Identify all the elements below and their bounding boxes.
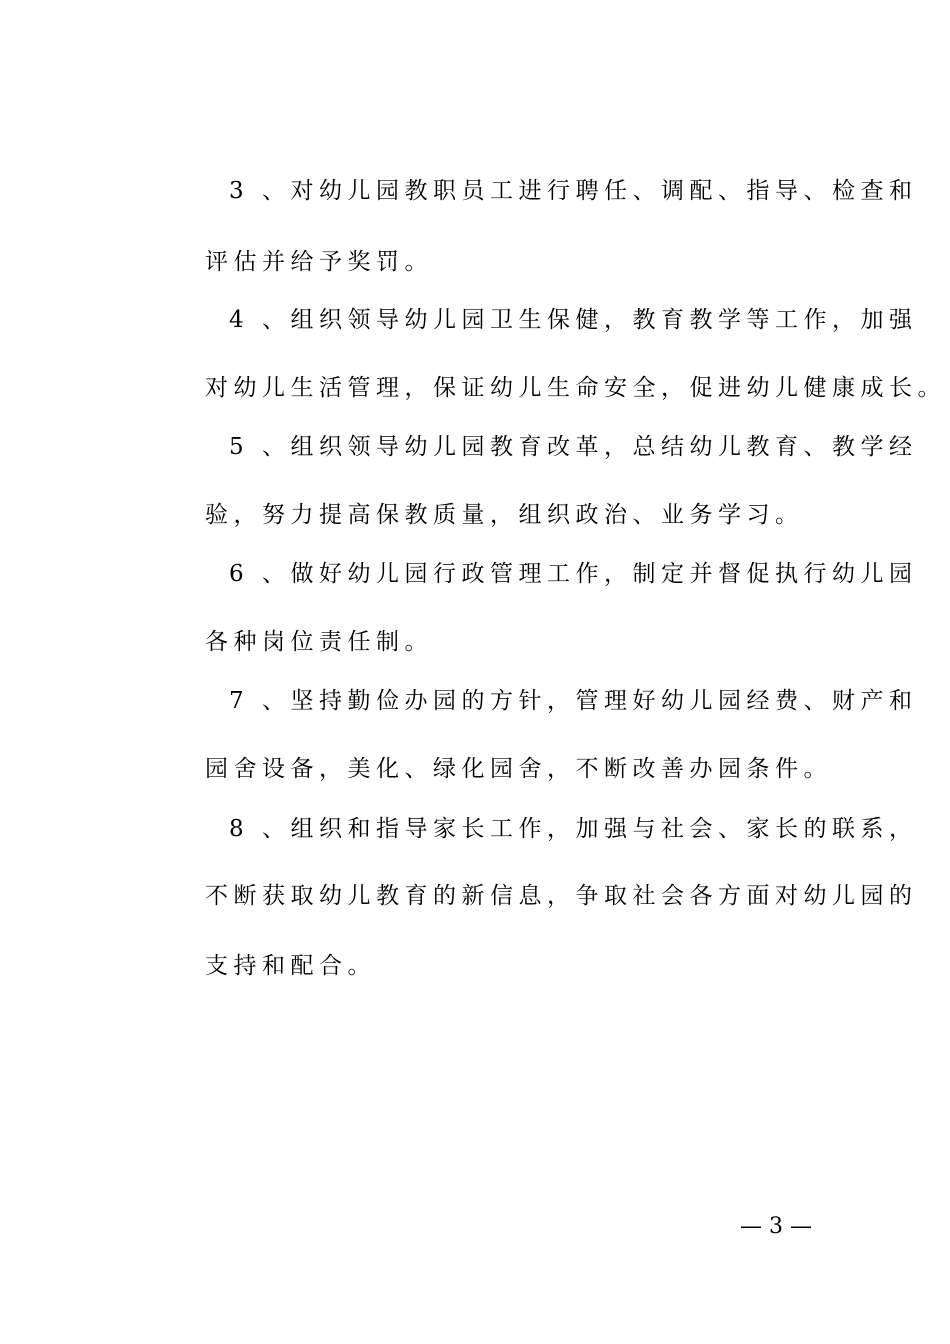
item-5-line-1: 5 、组织领导幼儿园教育改革，总结幼儿教育、教学经 — [229, 434, 918, 460]
item-4-line-1: 4 、组织领导幼儿园卫生保健，教育教学等工作，加强 — [229, 307, 918, 333]
item-6-line-1: 6 、做好幼儿园行政管理工作，制定并督促执行幼儿园 — [229, 561, 918, 587]
item-8-line-3: 支持和配合。 — [205, 953, 376, 979]
item-5-line-2: 验，努力提高保教质量，组织政治、业务学习。 — [205, 502, 804, 528]
item-4-line-2: 对幼儿生活管理，保证幼儿生命安全，促进幼儿健康成长。 — [205, 375, 946, 401]
item-6-line-2: 各种岗位责任制。 — [205, 629, 433, 655]
item-3-line-1: 3 、对幼儿园教职员工进行聘任、调配、指导、检查和 — [229, 178, 918, 204]
item-8-line-1: 8 、组织和指导家长工作，加强与社会、家长的联系， — [229, 816, 918, 842]
item-7-line-1: 7 、坚持勤俭办园的方针，管理好幼儿园经费、财产和 — [229, 688, 918, 714]
item-3-line-2: 评估并给予奖罚。 — [205, 249, 433, 275]
page-number: — 3 — — [740, 1214, 812, 1239]
item-7-line-2: 园舍设备，美化、绿化园舍，不断改善办园条件。 — [205, 756, 832, 782]
item-8-line-2: 不断获取幼儿教育的新信息，争取社会各方面对幼儿园的 — [205, 883, 918, 909]
